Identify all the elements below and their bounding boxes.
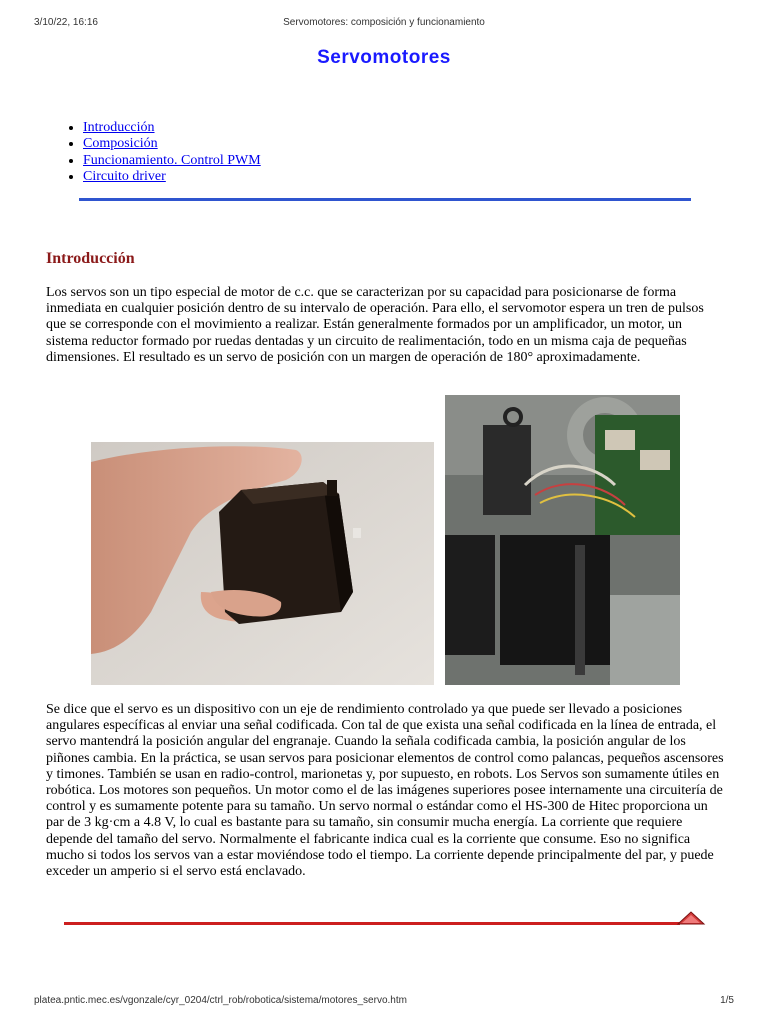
red-divider [64, 922, 680, 925]
page-number: 1/5 [720, 995, 734, 1006]
table-of-contents [64, 120, 261, 186]
print-footer [0, 995, 768, 1009]
print-page-title: Servomotores: composición y funcionamiento [283, 17, 485, 28]
body-paragraph: Se dice que el servo es un dispositivo con un eje de rendimiento controlado ya que puede ser llevado a posiciones angulares específicas al enviar una señal codificada. Con tal de que exista una señal codificada en la línea de entrada, el servo mantendrá la posición angular del engranaje. Cuando la señala codificada cambia, la posición angular de los piñones cambia. En la práctica, se usan servos para posicionar elementos de control como palancas, pequeños ascensores y timones. También se usan en radio-control, marionetas y, por supuesto, en robots. Los Servos son sumamente útiles en robótica. Los motores son pequeños. Un motor como el de las imágenes superiores posee internamente una circuitería de control y es sumamente potente para su tamaño. Un servo normal o estándar como el HS-300 de Hitec proporciona un par de 3 kg·cm a 4.8 V, lo cual es bastante para su tamaño, sin consumir mucha energía. La corriente que requiere depende del tamaño del servo. Normalmente el fabricante indica cual es la corriente que consume. Eso no significa mucho si todos los servos van a estar moviéndose todo el tiempo. La corriente depende principalmente del par, y puede exceder un amperio si el servo está enclavado. [46, 702, 724, 880]
toc-link-funcionamiento[interactable]: Funcionamiento. Control PWM [83, 152, 261, 168]
page-url: platea.pntic.mec.es/vgonzale/cyr_0204/ctrl_rob/robotica/sistema/motores_servo.htm [34, 995, 407, 1006]
toc-link-circuito-driver[interactable]: Circuito driver [83, 169, 166, 185]
print-datetime: 3/10/22, 16:16 [34, 17, 98, 28]
toc-item [83, 136, 261, 152]
intro-paragraph: Los servos son un tipo especial de motor de c.c. que se caracterizan por su capacidad para posicionarse de forma inmediata en cualquier posición dentro de su intervalo de operación. Para ello, el servomotor espera un tren de pulsos que se corresponde con el movimiento a realizar. Están generalmente formados por un amplificador, un motor, un sistema reductor formado por ruedas dentadas y un circuito de realimentación, todo en un misma caja de pequeñas dimensiones. El resultado es un servo de posición con un margen de operación de 180° aproximadamente. [46, 285, 704, 365]
print-header [0, 17, 768, 31]
toc-item [83, 120, 261, 136]
toc-link-composicion[interactable]: Composición [83, 136, 158, 152]
servo-in-hand-photo [91, 442, 434, 685]
servo-on-robot-photo [445, 395, 680, 685]
page-title: Servomotores [317, 47, 451, 68]
blue-divider [79, 198, 691, 201]
toc-item [83, 169, 261, 185]
toc-link-introduccion[interactable]: Introducción [83, 120, 155, 135]
section-heading: Introducción [46, 250, 135, 267]
toc-item [83, 153, 261, 169]
up-arrow-icon[interactable] [676, 909, 706, 927]
